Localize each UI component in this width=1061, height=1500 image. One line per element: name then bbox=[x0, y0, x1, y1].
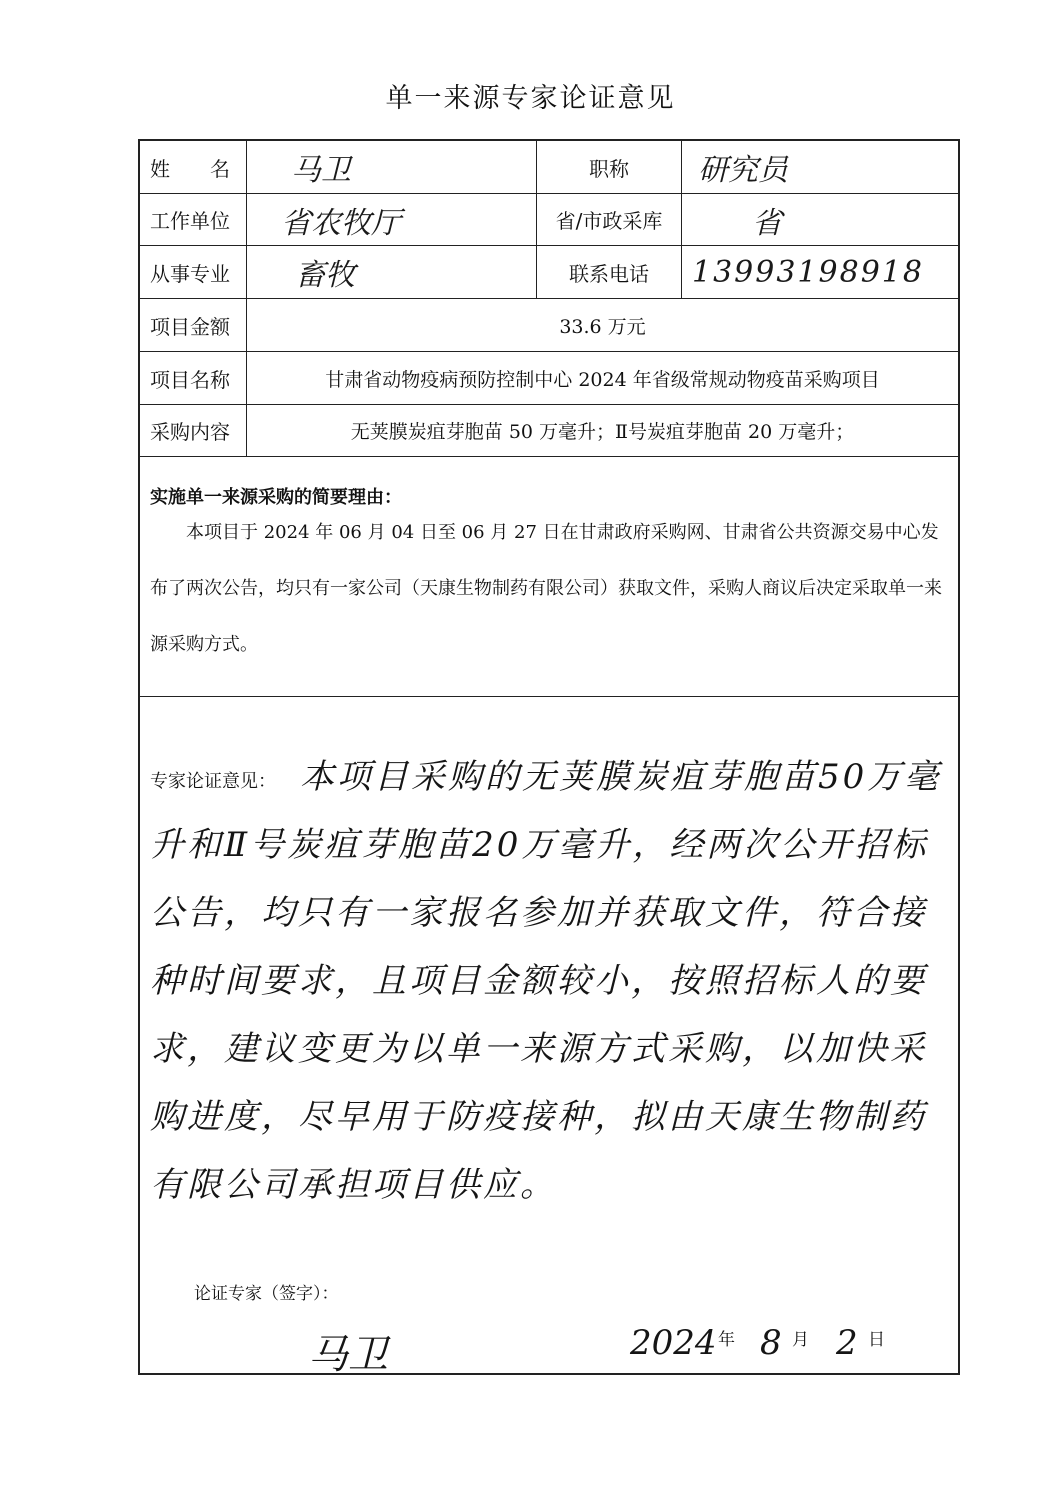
phone-value-cell bbox=[681, 246, 958, 298]
opinion-label: 专家论证意见： bbox=[150, 771, 276, 792]
project-label: 项目名称 bbox=[150, 367, 230, 392]
reason-text: 本项目于 2024 年 06 月 04 日至 06 月 27 日在甘肃政府采购网、甘肃省公共资源交易中心发布了两次公告，均只有一家公司（天康生物制药有限公司）获取文件，采购人商议后决定采取单一来源采购方式。 bbox=[150, 522, 942, 655]
project-value: 甘肃省动物疫病预防控制中心 2024 年省级常规动物疫苗采购项目 bbox=[325, 368, 880, 391]
content-value: 无荚膜炭疽芽胞苗 50 万毫升；Ⅱ号炭疽芽胞苗 20 万毫升； bbox=[350, 421, 855, 443]
title-value: 研究员 bbox=[698, 153, 788, 188]
amount-value-cell bbox=[246, 299, 958, 351]
unit-value: 省农牧厅 bbox=[281, 205, 401, 241]
opinion-text: 本项目采购的无荚膜炭疽芽胞苗50万毫升和Ⅱ号炭疽芽胞苗20万毫升，经两次公开招标公告，均只有一家报名参加并获取文件，符合接种时间要求，且项目金额较小，按照招标人的要求，建议变更为以单一来源方式采购，以加快采购进度，尽早用于防疫接种，拟由天康生物制药有限公司承担项目供应。 bbox=[150, 757, 942, 1205]
pool-value: 省 bbox=[752, 205, 782, 241]
name-value-cell bbox=[246, 141, 536, 193]
phone-value: 13993198918 bbox=[692, 254, 924, 290]
project-value-cell bbox=[246, 352, 958, 404]
pool-value-cell bbox=[681, 194, 958, 245]
date-day-label: 日 bbox=[868, 1330, 885, 1350]
row-content bbox=[140, 405, 958, 457]
major-value: 畜牧 bbox=[295, 258, 355, 293]
reason-title: 实施单一来源采购的简要理由： bbox=[150, 487, 402, 508]
name-label: 姓 名 bbox=[150, 156, 230, 181]
row-name bbox=[140, 141, 958, 194]
row-major bbox=[140, 246, 958, 299]
name-value: 马卫 bbox=[291, 153, 351, 188]
unit-value-cell bbox=[246, 194, 536, 245]
date-day-hand: 2 bbox=[836, 1323, 858, 1363]
pool-label: 省/市政采库 bbox=[536, 194, 681, 245]
major-value-cell bbox=[246, 246, 536, 298]
signer-signature: 马卫 bbox=[308, 1332, 388, 1378]
unit-label: 工作单位 bbox=[150, 209, 230, 233]
date-month-hand: 8 bbox=[760, 1323, 782, 1363]
phone-label: 联系电话 bbox=[536, 246, 681, 298]
date-year-hand: 2024 bbox=[630, 1323, 717, 1363]
reason-section bbox=[140, 457, 958, 697]
title-value-cell bbox=[681, 141, 958, 193]
row-amount bbox=[140, 299, 958, 352]
row-project bbox=[140, 352, 958, 405]
content-value-cell bbox=[246, 405, 958, 456]
major-label: 从事专业 bbox=[150, 261, 230, 286]
amount-label: 项目金额 bbox=[150, 314, 230, 339]
date-year-label: 年 bbox=[718, 1330, 735, 1350]
signature-label: 论证专家（签字）： bbox=[194, 1284, 339, 1304]
opinion-section bbox=[140, 697, 958, 1378]
date-month-label: 月 bbox=[792, 1330, 809, 1350]
content-label: 采购内容 bbox=[150, 420, 230, 444]
amount-value: 33.6 万元 bbox=[559, 315, 646, 338]
row-unit bbox=[140, 194, 958, 246]
page-title: 单一来源专家论证意见 bbox=[385, 83, 676, 114]
title-label: 职称 bbox=[536, 141, 681, 193]
opinion-form bbox=[138, 139, 960, 1378]
